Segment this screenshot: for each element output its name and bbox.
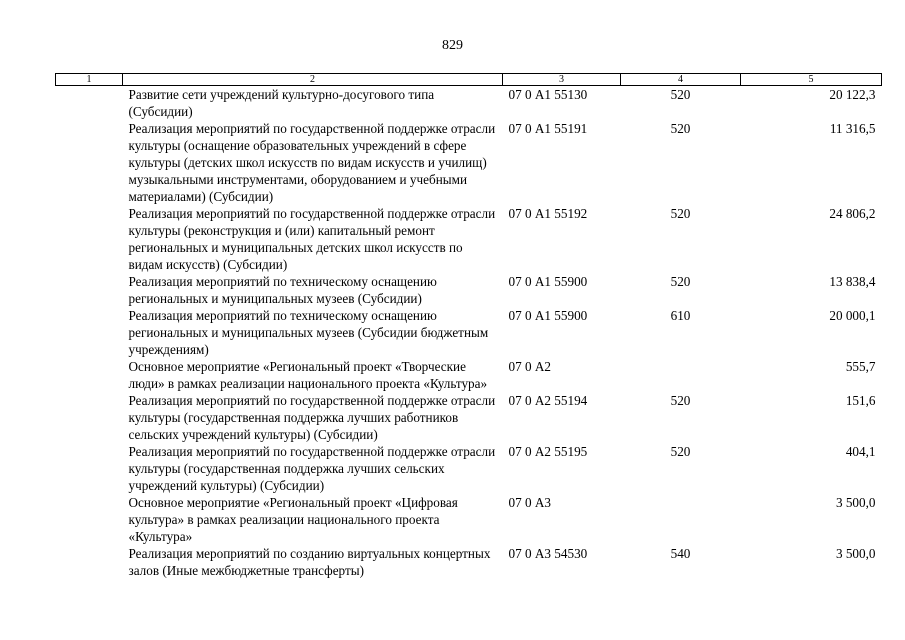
row-code: 07 0 А2 55195 <box>508 444 588 459</box>
row-index-cell <box>56 307 123 358</box>
budget-table <box>55 73 882 579</box>
row-code: 07 0 А2 <box>508 359 551 374</box>
row-type: 520 <box>670 121 691 136</box>
row-amount: 13 838,4 <box>829 274 876 289</box>
row-type: 520 <box>670 393 691 408</box>
table-row <box>56 392 882 443</box>
row-name: Основное мероприятие «Региональный проект «Творческие люди» в рамках реализации национального проекта «Культура» <box>128 359 488 391</box>
row-index-cell <box>56 358 123 392</box>
row-code: 07 0 А1 55900 <box>508 308 588 323</box>
row-index-cell <box>56 205 123 273</box>
table-header <box>56 74 882 86</box>
row-type <box>621 494 741 545</box>
row-amount: 555,7 <box>845 359 876 374</box>
row-amount: 3 500,0 <box>835 546 876 561</box>
table-body <box>56 86 882 580</box>
row-index-cell <box>56 545 123 579</box>
row-index-cell <box>56 494 123 545</box>
row-code: 07 0 А1 55191 <box>508 121 588 136</box>
row-amount: 151,6 <box>845 393 876 408</box>
row-type <box>621 358 741 392</box>
row-index-cell <box>56 392 123 443</box>
header-row <box>56 74 882 86</box>
table-row <box>56 86 882 121</box>
row-amount: 11 316,5 <box>829 121 876 136</box>
row-name: Реализация мероприятий по государственной поддержке отрасли культуры (государственная поддержка лучших работников сельских учреждений культуры) (Субсидии) <box>128 393 496 442</box>
row-type: 520 <box>670 274 691 289</box>
row-name: Развитие сети учреждений культурно-досугового типа (Субсидии) <box>128 87 435 119</box>
row-index-cell <box>56 443 123 494</box>
header-col-2: 2 <box>123 74 503 86</box>
row-name: Реализация мероприятий по государственной поддержке отрасли культуры (государственная поддержка лучших сельских учреждений культуры) (Субсидии) <box>128 444 496 493</box>
row-code: 07 0 А3 <box>508 495 551 510</box>
row-type: 540 <box>670 546 691 561</box>
table-row <box>56 120 882 205</box>
row-code: 07 0 А1 55900 <box>508 274 588 289</box>
row-name: Реализация мероприятий по государственной поддержке отрасли культуры (оснащение образовательных учреждений в сфере культуры (детских школ искусств по видам искусств и училищ) музыкальными инструментами, оборудованием и учебными материалами) (Субсидии) <box>128 121 496 204</box>
row-name: Реализация мероприятий по государственной поддержке отрасли культуры (реконструкция и (или) капитальный ремонт региональных и муниципальных детских школ искусств по видам искусств) (Субсидии) <box>128 206 496 272</box>
page-number: 829 <box>442 38 463 53</box>
row-code: 07 0 А3 54530 <box>508 546 588 561</box>
row-index-cell <box>56 120 123 205</box>
row-code: 07 0 А1 55130 <box>508 87 588 102</box>
row-amount: 20 122,3 <box>829 87 876 102</box>
table-row <box>56 205 882 273</box>
table-row <box>56 358 882 392</box>
row-type: 610 <box>670 308 691 323</box>
header-col-3: 3 <box>503 74 621 86</box>
row-index-cell <box>56 86 123 121</box>
table-row <box>56 443 882 494</box>
row-amount: 24 806,2 <box>829 206 876 221</box>
row-type: 520 <box>670 206 691 221</box>
header-col-5: 5 <box>741 74 882 86</box>
row-code: 07 0 А2 55194 <box>508 393 588 408</box>
row-code: 07 0 А1 55192 <box>508 206 588 221</box>
row-name: Реализация мероприятий по созданию виртуальных концертных залов (Иные межбюджетные трансферты) <box>128 546 491 578</box>
table-row <box>56 273 882 307</box>
table-row <box>56 494 882 545</box>
row-amount: 404,1 <box>845 444 876 459</box>
row-name: Реализация мероприятий по техническому оснащению региональных и муниципальных музеев (Субсидии) <box>128 274 437 306</box>
row-name: Основное мероприятие «Региональный проект «Цифровая культура» в рамках реализации национального проекта «Культура» <box>128 495 458 544</box>
table-row <box>56 545 882 579</box>
header-col-1: 1 <box>56 74 123 86</box>
table-row <box>56 307 882 358</box>
row-amount: 3 500,0 <box>835 495 876 510</box>
header-col-4: 4 <box>621 74 741 86</box>
row-amount: 20 000,1 <box>829 308 876 323</box>
row-type: 520 <box>670 87 691 102</box>
row-index-cell <box>56 273 123 307</box>
row-name: Реализация мероприятий по техническому оснащению региональных и муниципальных музеев (Субсидии бюджетным учреждениям) <box>128 308 489 357</box>
row-type: 520 <box>670 444 691 459</box>
